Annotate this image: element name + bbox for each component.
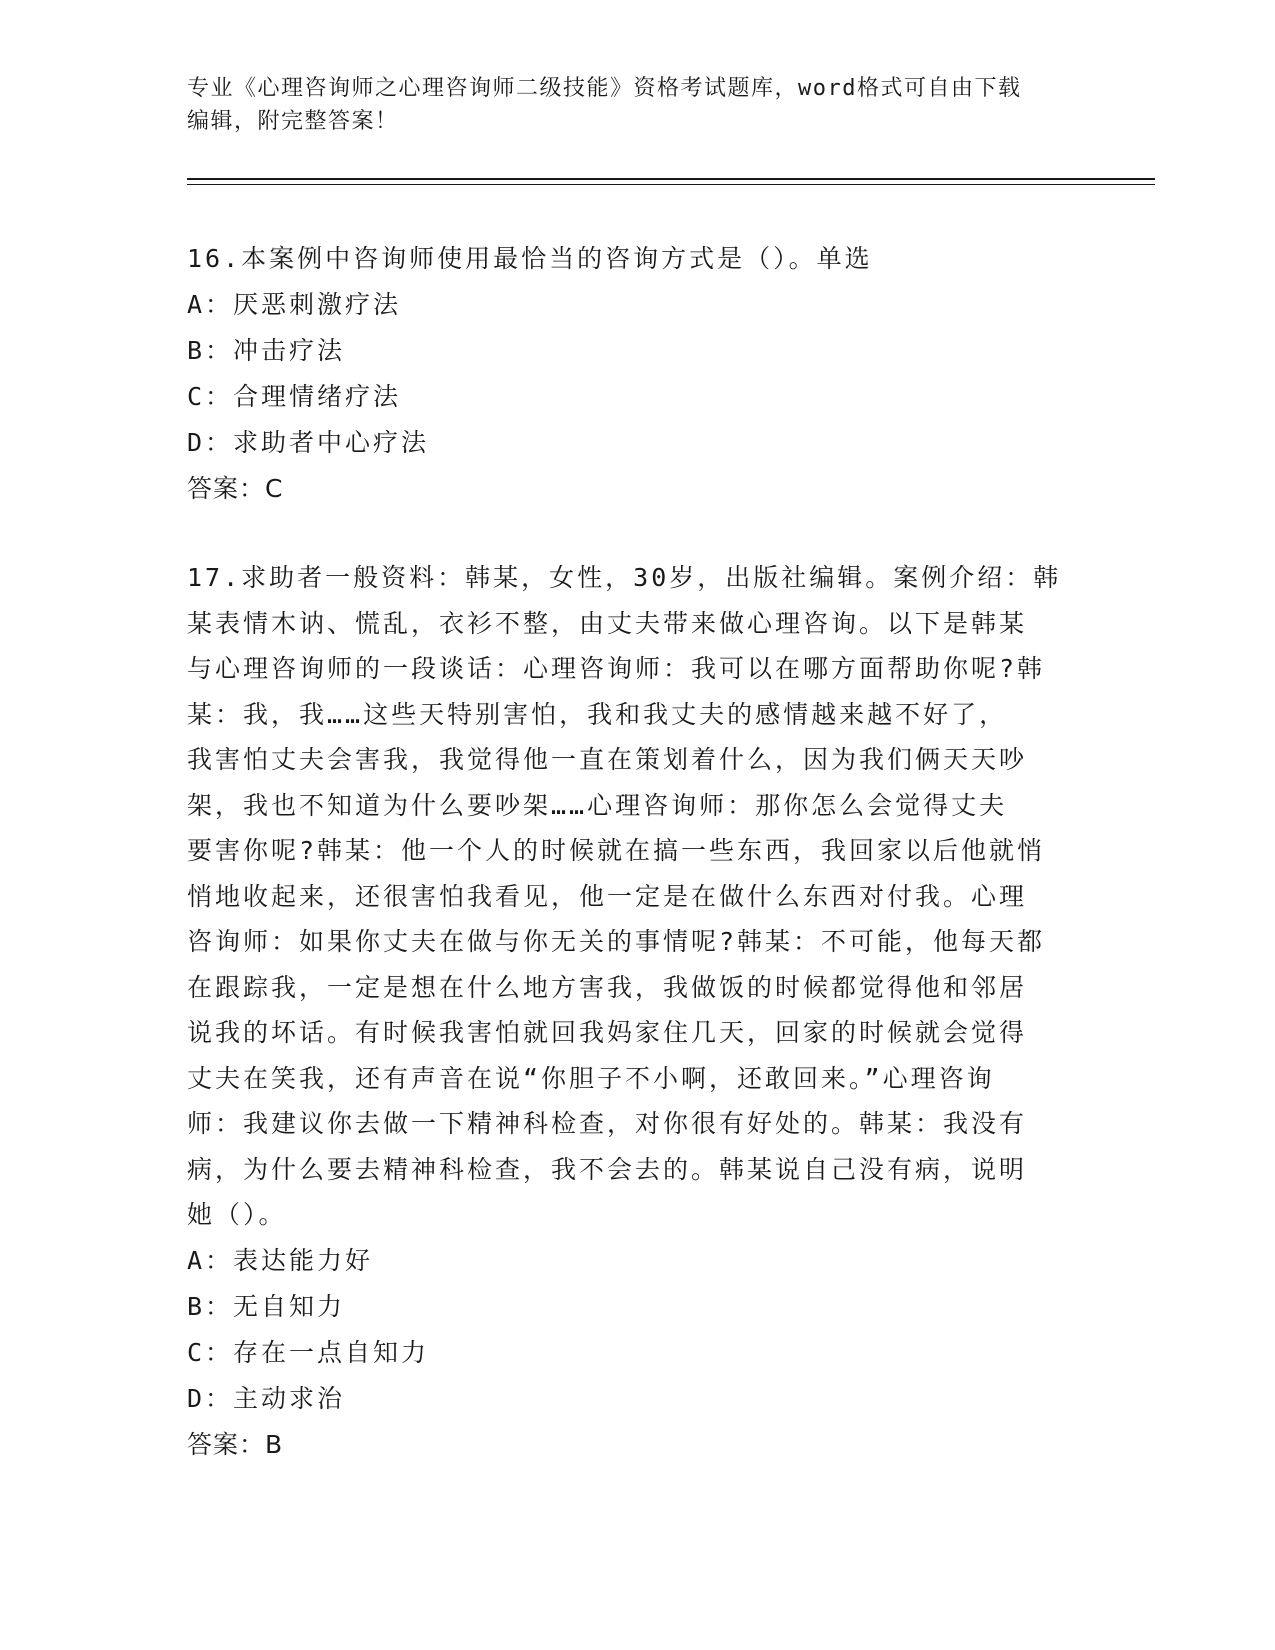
header-divider-thick — [187, 178, 1155, 180]
question-stem-line: 在跟踪我，一定是想在什么地方害我，我做饭的时候都觉得他和邻居 — [187, 972, 1028, 1002]
header-divider-thin — [187, 184, 1155, 185]
question-17 — [187, 555, 1087, 1468]
header-line-2: 编辑，附完整答案！ — [187, 109, 399, 134]
question-stem-line: 某表情木讷、慌乱，衣衫不整，由丈夫带来做心理咨询。以下是韩某 — [187, 608, 1028, 638]
header-line-1: 专业《心理咨询师之心理咨询师二级技能》资格考试题库，word格式可自由下载 — [187, 76, 1022, 101]
question-stem: 16.本案例中咨询师使用最恰当的咨询方式是（）。单选 — [187, 244, 873, 273]
answer: 答案：C — [187, 474, 284, 503]
question-stem-line: 要害你呢?韩某：他一个人的时候就在搞一些东西，我回家以后他就悄 — [187, 836, 1046, 865]
question-stem-line: 丈夫在笑我，还有声音在说“你胆子不小啊，还敢回来。”心理咨询 — [187, 1063, 995, 1093]
option-c: C：合理情绪疗法 — [187, 382, 402, 411]
option-c: C：存在一点自知力 — [187, 1337, 430, 1367]
option-d: D：主动求治 — [187, 1383, 346, 1413]
document-header — [187, 72, 1087, 138]
question-stem-line: 与心理咨询师的一段谈话：心理咨询师：我可以在哪方面帮助你呢?韩 — [187, 654, 1046, 683]
question-stem-line: 咨询师：如果你丈夫在做与你无关的事情呢?韩某：不可能，他每天都 — [187, 927, 1046, 956]
question-stem-line: 说我的坏话。有时候我害怕就回我妈家住几天，回家的时候就会觉得 — [187, 1018, 1028, 1047]
question-stem-line: 师：我建议你去做一下精神科检查，对你很有好处的。韩某：我没有 — [187, 1109, 1028, 1138]
question-stem-line: 17.求助者一般资料：韩某，女性，30岁，出版社编辑。案例介绍：韩 — [187, 563, 1062, 592]
answer: 答案：B — [187, 1429, 284, 1459]
option-a: A：厌恶刺激疗法 — [187, 290, 402, 319]
question-stem-line: 架，我也不知道为什么要吵架……心理咨询师：那你怎么会觉得丈夫 — [187, 790, 1008, 820]
option-b: B：无自知力 — [187, 1291, 346, 1321]
option-a: A：表达能力好 — [187, 1245, 374, 1275]
option-d: D：求助者中心疗法 — [187, 428, 430, 457]
question-stem-line: 她（）。 — [187, 1200, 287, 1229]
option-b: B：冲击疗法 — [187, 336, 346, 365]
question-stem-line: 我害怕丈夫会害我，我觉得他一直在策划着什么，因为我们俩天天吵 — [187, 745, 1028, 774]
question-stem-line: 悄地收起来，还很害怕我看见，他一定是在做什么东西对付我。心理 — [187, 881, 1028, 911]
question-stem-line: 病，为什么要去精神科检查，我不会去的。韩某说自己没有病，说明 — [187, 1154, 1028, 1184]
question-stem-line: 某：我，我……这些天特别害怕，我和我丈夫的感情越来越不好了， — [187, 699, 1008, 729]
question-16 — [187, 236, 1087, 512]
